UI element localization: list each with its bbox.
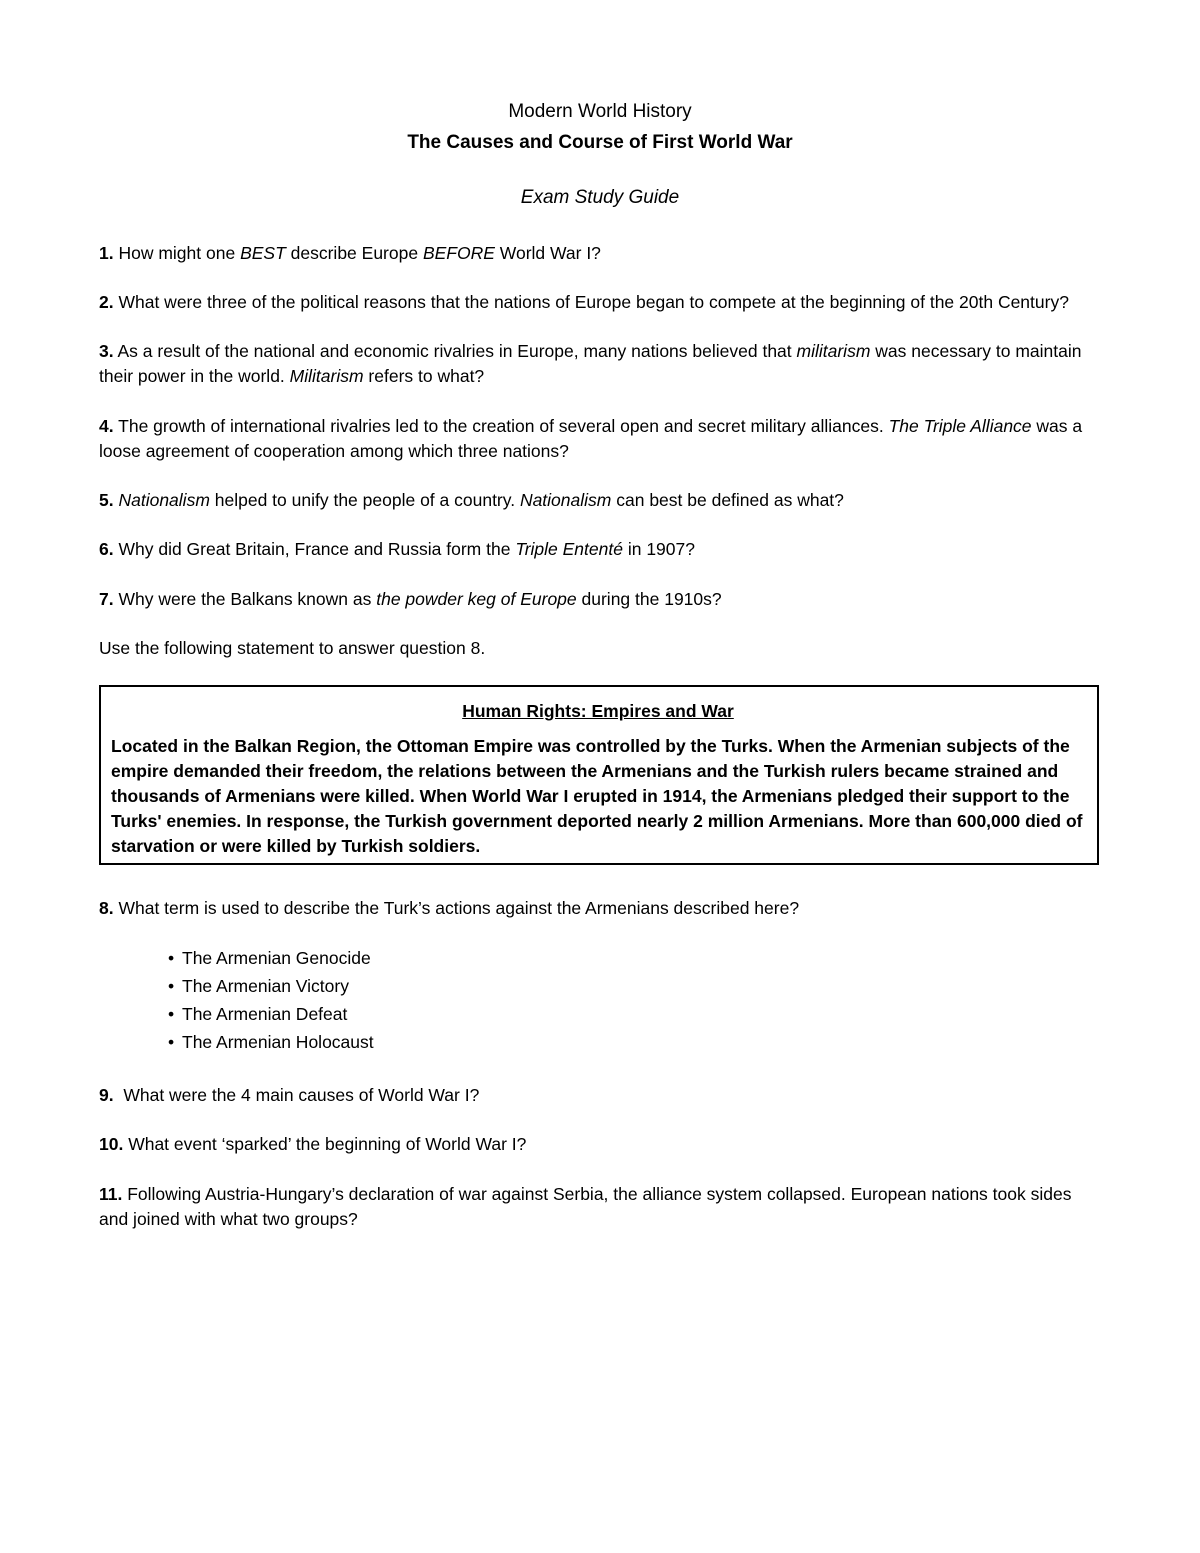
statement-body: Located in the Balkan Region, the Ottoman Empire was controlled by the Turks. When the Armenian subjects of the empire demanded their freedom, the relations between the Armenians and the Turkish rulers became strained and thousands of Armenians were killed. When World War I erupted in 1914, the Armenians pledged their support to the Turks' enemies. In response, the Turkish government deported nearly 2 million Armenians. More than 600,000 died of starvation or were killed by Turkish soldiers. (111, 736, 1083, 856)
question-7 (99, 587, 1099, 612)
statement-title: Human Rights: Empires and War (462, 701, 734, 721)
question-1 (99, 241, 1099, 266)
question-number: 8. (99, 898, 114, 918)
question-text: The growth of international rivalries led to the creation of several open and secret military alliances. (113, 416, 889, 436)
question-text: Why were the Balkans known as (113, 589, 377, 609)
course-name: Modern World History (508, 101, 692, 122)
question-text: describe Europe (285, 243, 423, 263)
question-number: 7. (99, 589, 114, 609)
question-9 (99, 1083, 1099, 1108)
emphasis: BEFORE (422, 243, 495, 263)
list-item (168, 944, 374, 972)
emphasis: BEST (240, 243, 286, 263)
choice-text: The Armenian Victory (182, 976, 349, 996)
question-6 (99, 537, 1099, 562)
question-number: 9. (99, 1085, 114, 1105)
q8-choice-list (168, 944, 374, 1056)
emphasis: The Triple Alliance (888, 416, 1032, 436)
bullet-icon: • (168, 1032, 175, 1052)
emphasis: the powder keg of Europe (376, 589, 577, 609)
question-number: 4. (99, 416, 114, 436)
question-text: helped to unify the people of a country. (209, 490, 520, 510)
list-item (168, 1000, 374, 1028)
question-text: refers to what? (363, 366, 485, 386)
question-3 (99, 339, 1099, 389)
statement-box (99, 685, 1099, 865)
emphasis: Nationalism (519, 490, 612, 510)
question-number: 1. (99, 243, 114, 263)
question-text: in 1907? (622, 539, 695, 559)
question-text: can best be defined as what? (611, 490, 844, 510)
question-text: World War I? (494, 243, 601, 263)
page-title: The Causes and Course of First World War (407, 132, 793, 153)
page-subtitle: Exam Study Guide (520, 187, 680, 208)
question-number: 10. (99, 1134, 124, 1154)
question-text: What were the 4 main causes of World War I? (113, 1085, 480, 1105)
question-text: How might one (113, 243, 241, 263)
choice-text: The Armenian Defeat (182, 1004, 348, 1024)
question-number: 5. (99, 490, 114, 510)
question-10 (99, 1132, 1099, 1157)
question-text: was necessary to maintain their power in the world. (99, 341, 1082, 386)
list-item (168, 972, 374, 1000)
statement-instruction: Use the following statement to answer question 8. (99, 638, 486, 658)
question-text: As a result of the national and economic rivalries in Europe, many nations believed that (113, 341, 797, 361)
question-text: during the 1910s? (576, 589, 722, 609)
question-text: Why did Great Britain, France and Russia form the (113, 539, 516, 559)
question-8 (99, 896, 1099, 921)
bullet-icon: • (168, 1004, 175, 1024)
question-number: 3. (99, 341, 114, 361)
emphasis: Militarism (289, 366, 364, 386)
question-5 (99, 488, 1099, 513)
question-text: was a loose agreement of cooperation among which three nations? (99, 416, 1083, 461)
list-item (168, 1028, 374, 1056)
question-number: 11. (99, 1184, 123, 1204)
question-text: Following Austria-Hungary’s declaration of war against Serbia, the alliance system collapsed. European nations took sides and joined with what two groups? (99, 1184, 1072, 1229)
question-2 (99, 290, 1099, 315)
question-text: What were three of the political reasons that the nations of Europe began to compete at the beginning of the 20th Century? (113, 292, 1069, 312)
emphasis: Nationalism (113, 490, 210, 510)
question-text: What event ‘sparked’ the beginning of World War I? (123, 1134, 527, 1154)
question-4 (99, 414, 1099, 464)
question-number: 2. (99, 292, 114, 312)
bullet-icon: • (168, 976, 175, 996)
choice-text: The Armenian Genocide (182, 948, 371, 968)
emphasis: Triple Ententé (515, 539, 623, 559)
bullet-icon: • (168, 948, 175, 968)
question-number: 6. (99, 539, 114, 559)
question-11 (99, 1182, 1099, 1232)
choice-text: The Armenian Holocaust (182, 1032, 374, 1052)
question-text: What term is used to describe the Turk’s actions against the Armenians described here? (113, 898, 800, 918)
emphasis: militarism (796, 341, 871, 361)
